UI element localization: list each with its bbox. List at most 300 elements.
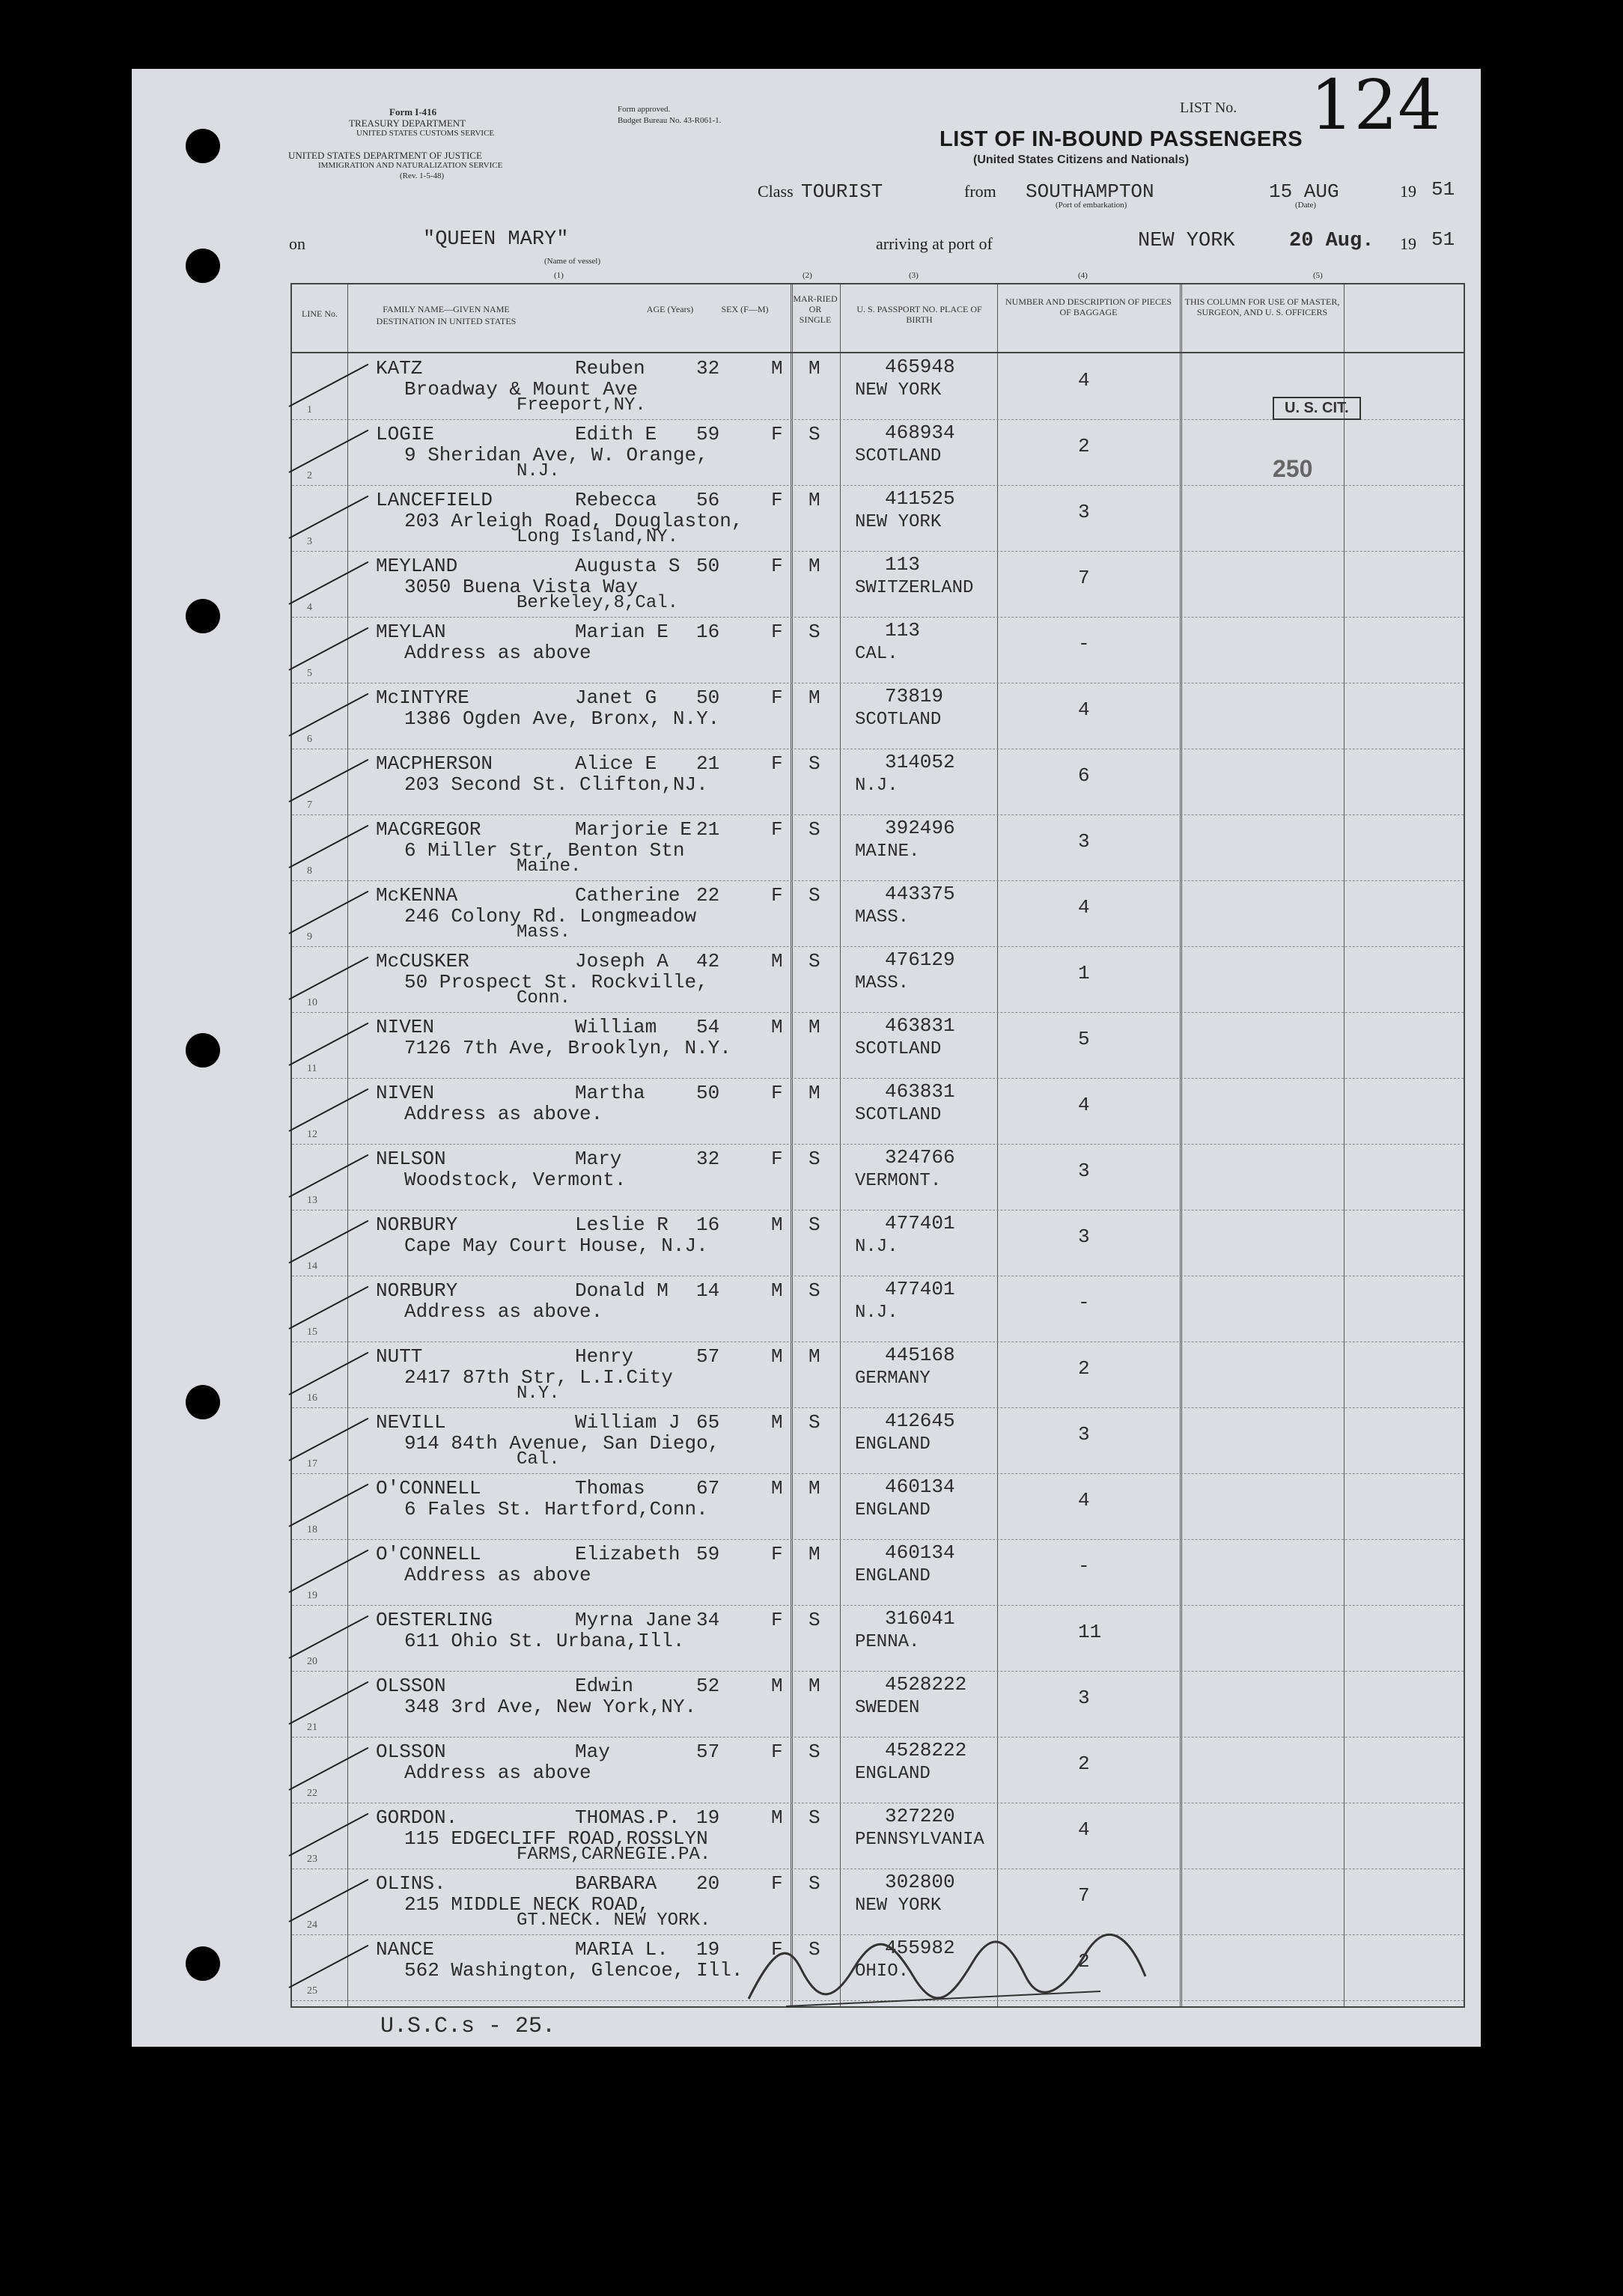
punch-hole	[186, 1385, 220, 1419]
stamp-number: 250	[1273, 455, 1313, 482]
col-header-destination: DESTINATION IN UNITED STATES	[376, 316, 517, 326]
age: 21	[696, 818, 720, 841]
address-line-2: N.Y.	[517, 1383, 560, 1404]
footer-note: U.S.C.s - 25.	[380, 2014, 556, 2039]
date-caption: (Date)	[1295, 201, 1317, 210]
table-row	[292, 880, 1464, 946]
address-line-1: 562 Washington, Glencoe, Ill.	[404, 1959, 743, 1982]
port-embarkation-caption: (Port of embarkation)	[1056, 201, 1127, 210]
baggage-count: -	[1078, 1555, 1090, 1577]
arrival-date: 20 Aug.	[1289, 230, 1374, 252]
address-line-2: Mass.	[517, 922, 571, 943]
check-mark	[289, 1945, 369, 1988]
marital-status: S	[809, 950, 820, 972]
line-number: 10	[307, 997, 317, 1008]
address-line-1: 115 EDGECLIFF ROAD,ROSSLYN	[404, 1827, 708, 1850]
address-line-1: 203 Second St. Clifton,NJ.	[404, 773, 708, 796]
arriving-label: arriving at port of	[876, 234, 993, 253]
table-row	[292, 1473, 1464, 1539]
age: 52	[696, 1675, 720, 1697]
us-citizen-stamp: U. S. CIT.	[1273, 397, 1361, 420]
baggage-count: 2	[1078, 435, 1090, 457]
address-line-1: 348 3rd Ave, New York,NY.	[404, 1696, 697, 1718]
table-row	[292, 1671, 1464, 1737]
baggage-count: 1	[1078, 962, 1090, 984]
address-line-1: 1386 Ogden Ave, Bronx, N.Y.	[404, 707, 720, 730]
baggage-count: -	[1078, 633, 1090, 655]
address-line-1: 7126 7th Ave, Brooklyn, N.Y.	[404, 1037, 731, 1059]
baggage-count: 3	[1078, 1160, 1090, 1182]
age: 50	[696, 1082, 720, 1104]
place-of-birth: MASS.	[855, 973, 910, 993]
place-of-birth: N.J.	[855, 776, 898, 796]
check-mark	[289, 1813, 369, 1857]
officer-signature	[741, 1924, 1160, 2014]
sex: M	[771, 1016, 783, 1038]
address-line-1: 914 84th Avenue, San Diego,	[404, 1432, 720, 1455]
line-number: 13	[307, 1195, 317, 1206]
sex: M	[771, 950, 783, 972]
sex: M	[771, 1675, 783, 1697]
age: 20	[696, 1872, 720, 1895]
table-row	[292, 617, 1464, 683]
address-line-1: Address as above.	[404, 1103, 603, 1125]
given-name: Thomas	[575, 1477, 645, 1499]
place-of-birth: SCOTLAND	[855, 1105, 942, 1125]
marital-status: S	[809, 818, 820, 841]
age: 50	[696, 686, 720, 709]
punch-hole	[186, 1946, 220, 1981]
sex: F	[771, 884, 783, 907]
check-mark	[289, 364, 369, 407]
line-number: 3	[307, 536, 312, 547]
marital-status: S	[809, 1872, 820, 1895]
punch-hole	[186, 1033, 220, 1068]
marital-status: S	[809, 1741, 820, 1763]
line-number: 16	[307, 1392, 317, 1404]
address-line-1: 611 Ohio St. Urbana,Ill.	[404, 1630, 685, 1652]
age: 56	[696, 489, 720, 511]
arrival-year: 51	[1431, 228, 1455, 251]
sex: F	[771, 818, 783, 841]
surname: NIVEN	[376, 1016, 435, 1038]
list-number: 124	[1310, 65, 1442, 145]
check-mark	[289, 1418, 369, 1461]
address-line-1: Address as above	[404, 642, 591, 664]
age: 59	[696, 1543, 720, 1565]
passport-number: 113	[885, 619, 920, 642]
given-name: William J	[575, 1411, 680, 1434]
place-of-birth: SWEDEN	[855, 1698, 920, 1718]
line-number: 11	[307, 1063, 317, 1074]
address-line-1: 6 Fales St. Hartford,Conn.	[404, 1498, 708, 1520]
surname: NANCE	[376, 1938, 435, 1961]
budget-bureau: Budget Bureau No. 43-R061-1.	[618, 116, 722, 125]
sex: F	[771, 423, 783, 445]
check-mark	[289, 430, 369, 473]
surname: LOGIE	[376, 423, 435, 445]
age: 50	[696, 555, 720, 577]
marital-status: M	[809, 489, 820, 511]
passport-number: 411525	[885, 487, 955, 510]
address-line-1: Woodstock, Vermont.	[404, 1169, 627, 1191]
given-name: Catherine	[575, 884, 680, 907]
ins-label: IMMIGRATION AND NATURALIZATION SERVICE	[318, 161, 503, 170]
page-title: LIST OF IN-BOUND PASSENGERS	[940, 127, 1303, 151]
place-of-birth: ENGLAND	[855, 1764, 931, 1784]
column-number: (4)	[1078, 271, 1088, 280]
col-header-baggage: NUMBER AND DESCRIPTION OF PIECES OF BAGGAGE	[1005, 296, 1172, 317]
given-name: Leslie R	[575, 1214, 669, 1236]
table-row	[292, 1342, 1464, 1407]
given-name: Rebecca	[575, 489, 657, 511]
table-row	[292, 1144, 1464, 1210]
line-number: 24	[307, 1919, 317, 1931]
column-number: (1)	[554, 271, 564, 280]
passport-number: 460134	[885, 1541, 955, 1564]
given-name: Joseph A	[575, 950, 669, 972]
age: 57	[696, 1345, 720, 1368]
sex: F	[771, 752, 783, 775]
arrival-year-prefix: 19	[1400, 234, 1416, 253]
given-name: Elizabeth	[575, 1543, 680, 1565]
marital-status: M	[809, 1543, 820, 1565]
line-number: 6	[307, 734, 312, 745]
line-number: 21	[307, 1722, 317, 1733]
baggage-count: 4	[1078, 1489, 1090, 1511]
passport-number: 314052	[885, 751, 955, 773]
line-number: 12	[307, 1129, 317, 1140]
baggage-count: 3	[1078, 1225, 1090, 1248]
surname: NEVILL	[376, 1411, 446, 1434]
place-of-birth: OHIO.	[855, 1961, 910, 1982]
surname: MEYLAN	[376, 621, 446, 643]
place-of-birth: SCOTLAND	[855, 710, 942, 730]
table-row	[292, 683, 1464, 749]
marital-status: S	[809, 1411, 820, 1434]
address-line-2: Berkeley,8,Cal.	[517, 593, 679, 613]
passport-number: 392496	[885, 817, 955, 839]
line-number: 14	[307, 1261, 317, 1272]
age: 59	[696, 423, 720, 445]
table-row	[292, 1605, 1464, 1671]
baggage-count: 2	[1078, 1753, 1090, 1775]
address-line-1: 9 Sheridan Ave, W. Orange,	[404, 444, 708, 466]
place-of-birth: NEW YORK	[855, 512, 942, 532]
sex: M	[771, 1345, 783, 1368]
passport-number: 476129	[885, 948, 955, 971]
age: 32	[696, 1148, 720, 1170]
passport-number: 443375	[885, 883, 955, 905]
sex: M	[771, 1214, 783, 1236]
place-of-birth: N.J.	[855, 1237, 898, 1257]
given-name: May	[575, 1741, 610, 1763]
address-line-2: Freeport,NY.	[517, 395, 646, 415]
check-mark	[289, 1747, 369, 1791]
age: 42	[696, 950, 720, 972]
passport-number: 463831	[885, 1080, 955, 1103]
place-of-birth: ENGLAND	[855, 1566, 931, 1586]
check-mark	[289, 1616, 369, 1659]
table-row	[292, 485, 1464, 551]
given-name: Reuben	[575, 357, 645, 380]
form-number: Form I-416	[389, 106, 437, 118]
baggage-count: 3	[1078, 1687, 1090, 1709]
given-name: THOMAS.P.	[575, 1806, 680, 1829]
sex: F	[771, 1938, 783, 1961]
table-row	[292, 1539, 1464, 1605]
check-mark	[289, 1681, 369, 1725]
surname: O'CONNELL	[376, 1543, 481, 1565]
line-number: 22	[307, 1788, 317, 1799]
check-mark	[289, 1286, 369, 1330]
table-row	[292, 1276, 1464, 1342]
col-header-line: LINE No.	[302, 308, 338, 319]
column-number: (3)	[909, 271, 919, 280]
sex: F	[771, 1082, 783, 1104]
baggage-count: 4	[1078, 698, 1090, 721]
passenger-table	[290, 283, 1465, 2008]
list-no-label: LIST No.	[1180, 100, 1237, 116]
table-row	[292, 946, 1464, 1012]
place-of-birth: PENNSYLVANIA	[855, 1830, 984, 1850]
surname: McKENNA	[376, 884, 458, 907]
baggage-count: 3	[1078, 501, 1090, 523]
marital-status: M	[809, 1675, 820, 1697]
check-mark	[289, 1088, 369, 1132]
line-number: 23	[307, 1854, 317, 1865]
address-line-1: Cape May Court House, N.J.	[404, 1234, 708, 1257]
marital-status: S	[809, 1214, 820, 1236]
surname: NORBURY	[376, 1214, 458, 1236]
baggage-count: 5	[1078, 1028, 1090, 1050]
surname: OLSSON	[376, 1741, 446, 1763]
marital-status: S	[809, 1806, 820, 1829]
address-line-1: Address as above	[404, 1564, 591, 1586]
given-name: William	[575, 1016, 657, 1038]
surname: OLSSON	[376, 1675, 446, 1697]
baggage-count: 4	[1078, 369, 1090, 392]
justice-label: UNITED STATES DEPARTMENT OF JUSTICE	[288, 150, 482, 161]
passport-number: 465948	[885, 356, 955, 378]
sex: M	[771, 1279, 783, 1302]
place-of-birth: SCOTLAND	[855, 1039, 942, 1059]
check-mark	[289, 759, 369, 803]
marital-status: S	[809, 884, 820, 907]
passport-number: 73819	[885, 685, 944, 707]
check-mark	[289, 1220, 369, 1264]
place-of-birth: PENNA.	[855, 1632, 920, 1652]
line-number: 2	[307, 470, 312, 481]
baggage-count: 4	[1078, 896, 1090, 919]
surname: NORBURY	[376, 1279, 458, 1302]
address-line-1: Broadway & Mount Ave	[404, 378, 639, 401]
sex: M	[771, 1806, 783, 1829]
check-mark	[289, 1154, 369, 1198]
baggage-count: 3	[1078, 830, 1090, 853]
check-mark	[289, 496, 369, 539]
baggage-count: 4	[1078, 1818, 1090, 1841]
surname: KATZ	[376, 357, 423, 380]
baggage-count: 7	[1078, 1884, 1090, 1907]
age: 34	[696, 1609, 720, 1631]
table-row	[292, 814, 1464, 880]
sex: F	[771, 489, 783, 511]
marital-status: M	[809, 1016, 820, 1038]
check-mark	[289, 1484, 369, 1527]
given-name: MARIA L.	[575, 1938, 669, 1961]
col-header-family: FAMILY NAME—GIVEN NAME	[383, 304, 510, 314]
passport-number: 460134	[885, 1476, 955, 1498]
age: 67	[696, 1477, 720, 1499]
given-name: Marjorie E	[575, 818, 692, 841]
check-mark	[289, 627, 369, 671]
age: 16	[696, 621, 720, 643]
surname: MACPHERSON	[376, 752, 493, 775]
col-header-age: AGE (Years)	[646, 304, 694, 314]
line-number: 19	[307, 1590, 317, 1601]
check-mark	[289, 825, 369, 868]
surname: OLINS.	[376, 1872, 446, 1895]
punch-hole	[186, 249, 220, 283]
address-line-1: 215 MIDDLE NECK ROAD,	[404, 1893, 650, 1916]
form-approved: Form approved.	[618, 105, 671, 114]
marital-status: M	[809, 1082, 820, 1104]
line-number: 25	[307, 1985, 317, 1997]
marital-status: M	[809, 1477, 820, 1499]
given-name: Edwin	[575, 1675, 634, 1697]
passport-number: 316041	[885, 1607, 955, 1630]
sex: F	[771, 1609, 783, 1631]
surname: OESTERLING	[376, 1609, 493, 1631]
address-line-1: 50 Prospect St. Rockville,	[404, 971, 708, 993]
line-number: 7	[307, 800, 312, 811]
age: 19	[696, 1806, 720, 1829]
table-row	[292, 1407, 1464, 1473]
given-name: Henry	[575, 1345, 634, 1368]
address-line-2: Cal.	[517, 1449, 560, 1470]
line-number: 5	[307, 668, 312, 679]
baggage-count: 2	[1078, 1950, 1090, 1973]
line-number: 4	[307, 602, 312, 613]
check-mark	[289, 1023, 369, 1066]
column-number: (5)	[1313, 271, 1323, 280]
col-header-married: MAR-RIED OR SINGLE	[793, 293, 838, 325]
age: 21	[696, 752, 720, 775]
given-name: Edith E	[575, 423, 657, 445]
given-name: Marian E	[575, 621, 669, 643]
passport-number: 4528222	[885, 1739, 967, 1761]
surname: NUTT	[376, 1345, 423, 1368]
passport-number: 468934	[885, 421, 955, 444]
baggage-count: -	[1078, 1291, 1090, 1314]
baggage-count: 11	[1078, 1621, 1102, 1643]
age: 19	[696, 1938, 720, 1961]
address-line-1: 2417 87th Str, L.I.City	[404, 1366, 673, 1389]
address-line-2: Conn.	[517, 988, 571, 1008]
table-row	[292, 1803, 1464, 1869]
marital-status: S	[809, 621, 820, 643]
place-of-birth: NEW YORK	[855, 380, 942, 401]
on-label: on	[289, 234, 305, 253]
check-mark	[289, 957, 369, 1000]
marital-status: S	[809, 1148, 820, 1170]
punch-hole	[186, 599, 220, 633]
surname: NIVEN	[376, 1082, 435, 1104]
place-of-birth: N.J.	[855, 1303, 898, 1323]
address-line-1: Address as above	[404, 1761, 591, 1784]
surname: GORDON.	[376, 1806, 458, 1829]
place-of-birth: SCOTLAND	[855, 446, 942, 466]
check-mark	[289, 1352, 369, 1395]
marital-status: M	[809, 555, 820, 577]
revision-label: (Rev. 1-5-48)	[400, 171, 445, 180]
passport-number: 477401	[885, 1212, 955, 1234]
line-number: 17	[307, 1458, 317, 1470]
marital-status: S	[809, 1938, 820, 1961]
col-header-sex: SEX (F—M)	[721, 304, 769, 314]
given-name: BARBARA	[575, 1872, 657, 1895]
surname: MEYLAND	[376, 555, 458, 577]
given-name: Mary	[575, 1148, 622, 1170]
sex: F	[771, 1872, 783, 1895]
line-number: 18	[307, 1524, 317, 1535]
table-row	[292, 551, 1464, 617]
address-line-2: N.J.	[517, 461, 560, 481]
from-label: from	[964, 182, 996, 201]
marital-status: M	[809, 1345, 820, 1368]
sex: F	[771, 621, 783, 643]
address-line-2: GT.NECK. NEW YORK.	[517, 1910, 711, 1931]
col-header-officers: THIS COLUMN FOR USE OF MASTER, SURGEON, AND U. S. OFFICERS	[1184, 296, 1340, 317]
check-mark	[289, 1879, 369, 1922]
sex: M	[771, 1411, 783, 1434]
age: 16	[696, 1214, 720, 1236]
surname: LANCEFIELD	[376, 489, 493, 511]
given-name: Augusta S	[575, 555, 680, 577]
passport-number: 327220	[885, 1805, 955, 1827]
surname: McCUSKER	[376, 950, 469, 972]
passport-number: 324766	[885, 1146, 955, 1169]
place-of-birth: CAL.	[855, 644, 898, 664]
given-name: Martha	[575, 1082, 645, 1104]
line-number: 15	[307, 1327, 317, 1338]
surname: O'CONNELL	[376, 1477, 481, 1499]
address-line-2: FARMS,CARNEGIE.PA.	[517, 1845, 711, 1865]
given-name: Donald M	[575, 1279, 669, 1302]
line-number: 20	[307, 1656, 317, 1667]
marital-status: M	[809, 357, 820, 380]
year-value: 51	[1431, 178, 1455, 201]
sex: F	[771, 1543, 783, 1565]
baggage-count: 7	[1078, 567, 1090, 589]
given-name: Alice E	[575, 752, 657, 775]
passport-number: 113	[885, 553, 920, 576]
baggage-count: 3	[1078, 1423, 1090, 1446]
age: 54	[696, 1016, 720, 1038]
baggage-count: 2	[1078, 1357, 1090, 1380]
age: 14	[696, 1279, 720, 1302]
marital-status: S	[809, 423, 820, 445]
sex: M	[771, 357, 783, 380]
address-line-1: 246 Colony Rd. Longmeadow	[404, 905, 697, 928]
check-mark	[289, 561, 369, 605]
address-line-1: Address as above.	[404, 1300, 603, 1323]
passport-number: 302800	[885, 1871, 955, 1893]
column-number: (2)	[803, 271, 812, 280]
place-of-birth: SWITZERLAND	[855, 578, 974, 598]
passport-number: 4528222	[885, 1673, 967, 1696]
